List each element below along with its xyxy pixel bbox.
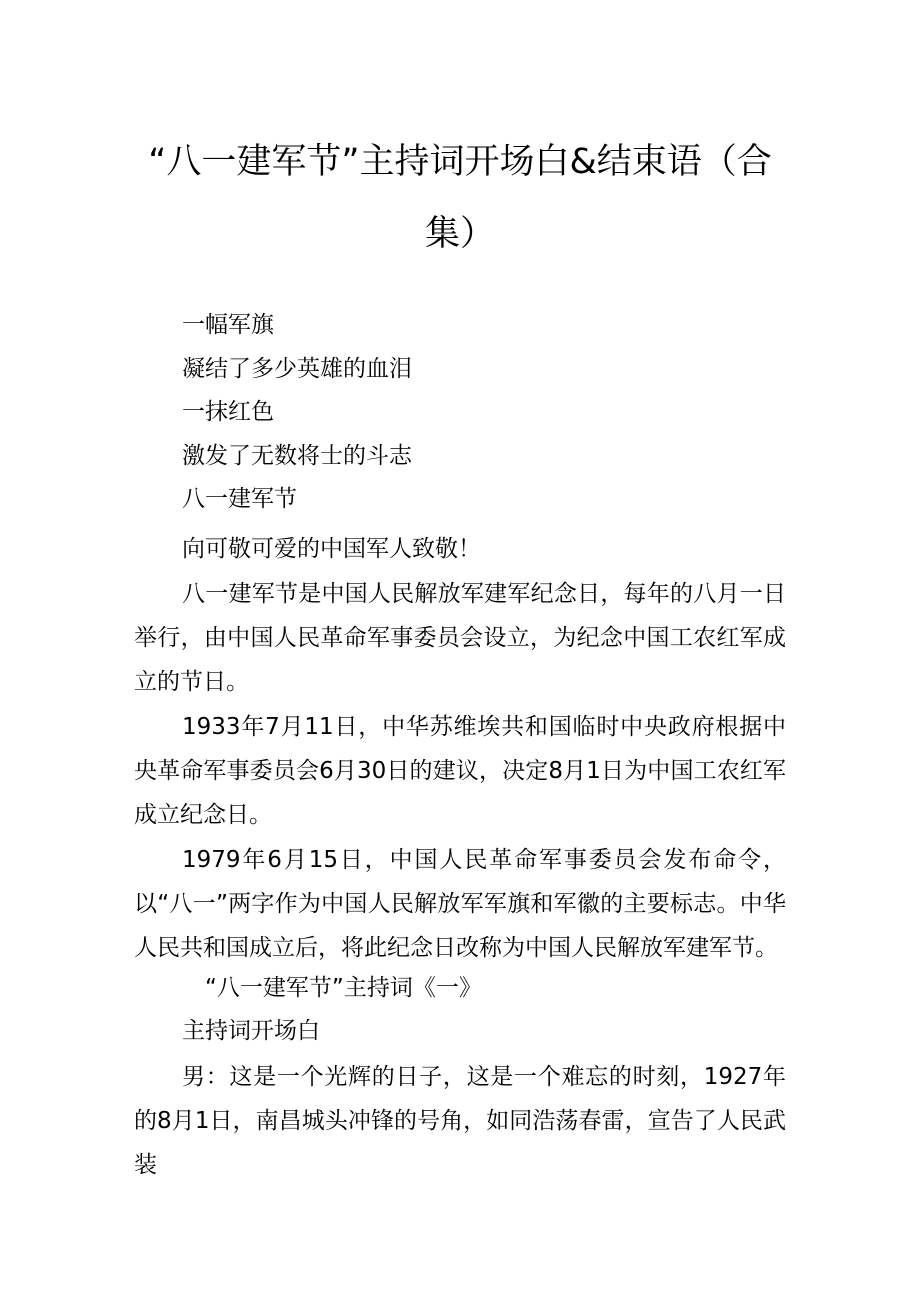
poem-line: 八一建军节 bbox=[182, 486, 297, 512]
body-paragraph: 1933年7月11日，中华苏维埃共和国临时中央政府根据中央革命军事委员会6月30日的建议，决定8月1日为中国工农红军成立纪念日。 bbox=[134, 714, 786, 828]
body-paragraph: 1979年6月15日，中国人民革命军事委员会发布命令，以“八一”两字作为中国人民解放军军旗和军徽的主要标志。中华人民共和国成立后，将此纪念日改称为中国人民解放军建军节。 bbox=[134, 847, 786, 961]
body-paragraph: 八一建军节是中国人民解放军建军纪念日，每年的八月一日举行，由中国人民革命军事委员会设立，为纪念中国工农红军成立的节日。 bbox=[134, 581, 786, 695]
poem-line: 一幅军旗 bbox=[182, 312, 274, 338]
section-heading: “八一建军节”主持词《一》 bbox=[205, 975, 482, 1001]
document-title-line-1: “八一建军节”主持词开场白&结束语（合 bbox=[148, 142, 772, 182]
poem-line: 一抹红色 bbox=[182, 399, 274, 425]
poem-line: 激发了无数将士的斗志 bbox=[182, 443, 412, 469]
opening-paragraph: 男：这是一个光辉的日子，这是一个难忘的时刻，1927年的8月1日，南昌城头冲锋的号角，如同浩荡春雷，宣告了人民武装 bbox=[134, 1064, 786, 1178]
poem-line: 凝结了多少英雄的血泪 bbox=[182, 356, 412, 382]
document-title-line-2: 集） bbox=[424, 214, 495, 254]
poem-line: 向可敬可爱的中国军人致敬！ bbox=[182, 536, 481, 562]
subheading: 主持词开场白 bbox=[182, 1018, 320, 1044]
